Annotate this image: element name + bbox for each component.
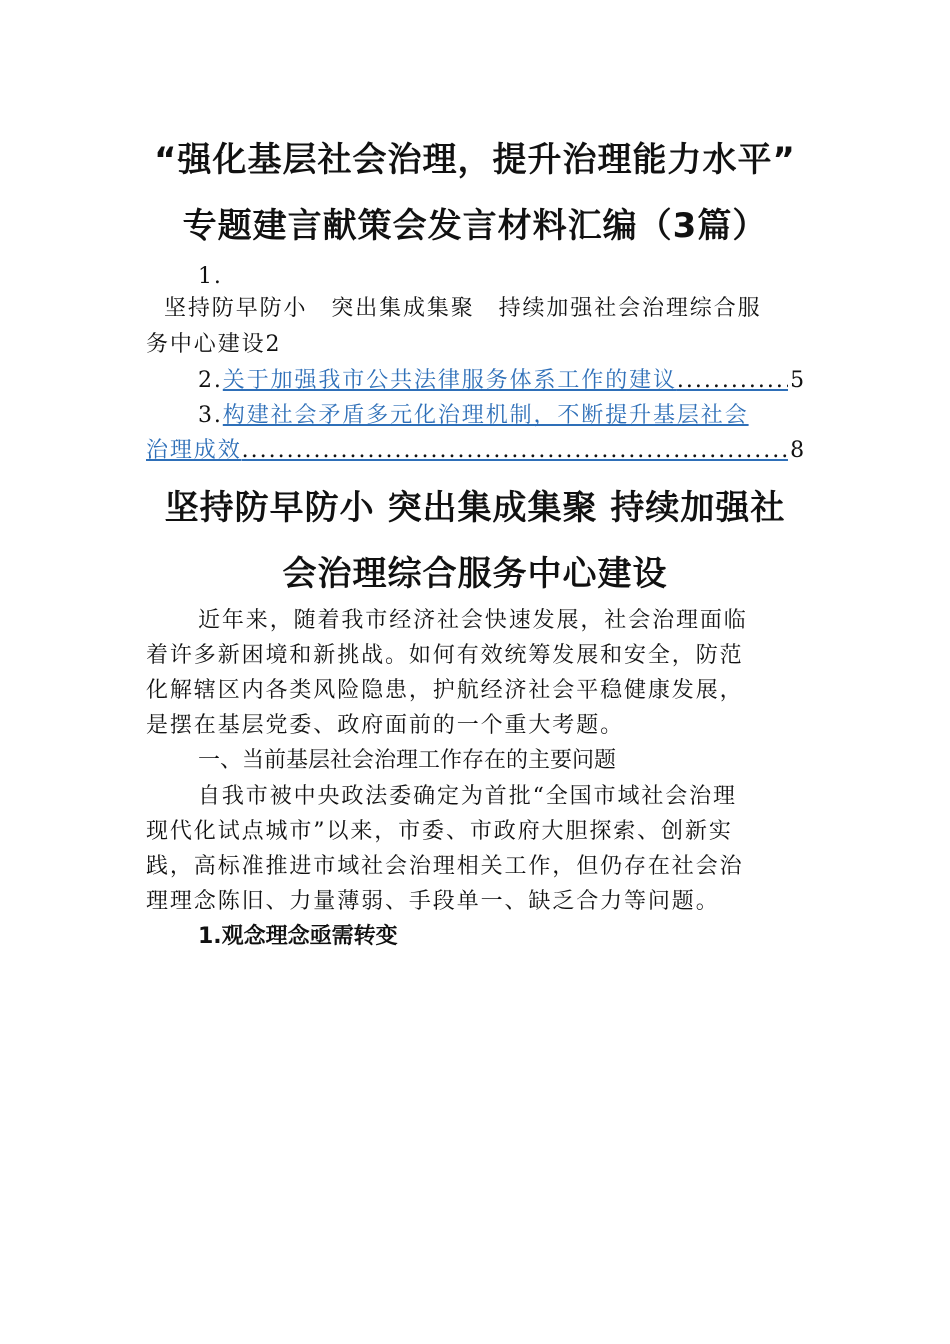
toc-item-2-number: 2. (198, 368, 223, 393)
toc-item-1-line-2[interactable] (146, 330, 806, 360)
paragraph-2-line: 现代化试点城市”以来，市委、市政府大胆探索、创新实 (146, 819, 733, 844)
toc-item-2[interactable] (146, 366, 806, 396)
toc-item-3-page: 8 (790, 438, 806, 463)
toc-item-3-link-end[interactable]: 治理成效 (146, 438, 242, 463)
toc-item-3-number: 3. (198, 403, 223, 428)
article-title-line-1: 坚持防早防小 突出集成集聚 持续加强社 (164, 488, 786, 528)
paragraph-1-line: 近年来，随着我市经济社会快速发展，社会治理面临 (198, 608, 748, 633)
toc-item-3-line-2[interactable] (146, 436, 806, 466)
toc-item-2-link[interactable]: 关于加强我市公共法律服务体系工作的建议 (222, 368, 677, 393)
paragraph-2-line: 践，高标准推进市域社会治理相关工作，但仍存在社会治 (146, 854, 744, 879)
toc-item-3-link[interactable]: 构建社会矛盾多元化治理机制，不断提升基层社会 (222, 403, 749, 428)
article-title-line-2: 会治理综合服务中心建设 (282, 554, 668, 594)
paragraph-1-line: 是摆在基层党委、政府面前的一个重大考题。 (146, 713, 625, 738)
paragraph-1-line: 化解辖区内各类风险隐患，护航经济社会平稳健康发展， (146, 678, 744, 703)
subheading-1: 1.观念理念亟需转变 (198, 924, 398, 949)
paragraph-1-line: 着许多新困境和新挑战。如何有效统筹发展和安全，防范 (146, 643, 744, 668)
paragraph-2-line: 理理念陈旧、力量薄弱、手段单一、缺乏合力等问题。 (146, 889, 720, 914)
toc-item-1-page: 2 (265, 332, 282, 357)
section-1-heading: 一、当前基层社会治理工作存在的主要问题 (198, 748, 617, 773)
toc-item-1-title-end: 务中心建设 (146, 332, 266, 357)
document-title-line-2: 专题建言献策会发言材料汇编（3篇） (182, 206, 768, 246)
document-title-line-1: “强化基层社会治理，提升治理能力水平” (154, 140, 796, 180)
paragraph-2-line: 自我市被中央政法委确定为首批“全国市域社会治理 (198, 784, 737, 809)
toc-item-1-line-1[interactable]: 坚持防早防小 突出集成集聚 持续加强社会治理综合服 (164, 296, 762, 321)
toc-item-2-page: 5 (790, 368, 806, 393)
toc-item-3-line-1[interactable] (146, 401, 806, 431)
toc-item-3-leader (242, 436, 788, 466)
toc-item-1-number: 1. (198, 264, 223, 289)
toc-item-2-leader (677, 366, 788, 396)
